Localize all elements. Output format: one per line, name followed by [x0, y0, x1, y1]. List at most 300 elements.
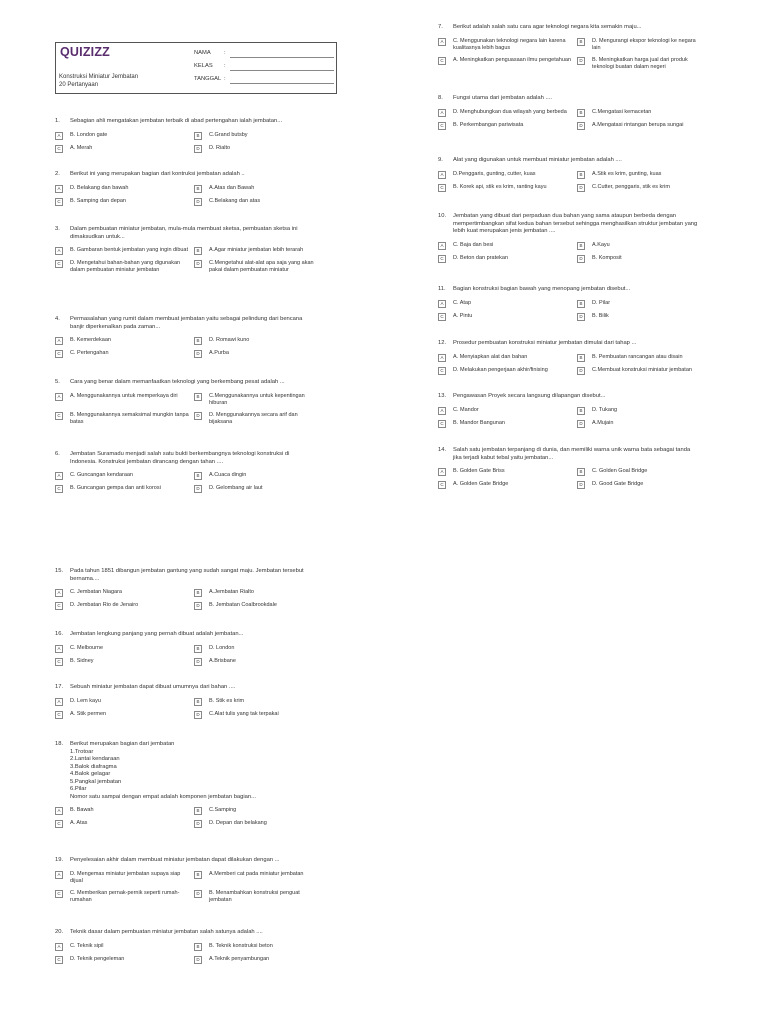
question-stem: [438, 286, 698, 294]
answer-option-d[interactable]: [194, 412, 315, 426]
question-1: [55, 118, 315, 153]
date-field-label: TANGGAL: [194, 76, 222, 82]
option-letter-box[interactable]: A: [438, 407, 446, 415]
option-letter-box[interactable]: C: [438, 367, 446, 375]
answer-option-a[interactable]: [55, 337, 194, 345]
question-text: Pengawasan Proyek secara langsung dilapangan disebut...: [453, 393, 606, 399]
option-letter-box[interactable]: B: [577, 468, 585, 476]
answer-option-b[interactable]: [577, 109, 698, 117]
name-field-colon: :: [224, 50, 226, 56]
answer-option-c[interactable]: [438, 420, 577, 428]
option-text: A.Atas dan Bawah: [209, 184, 255, 191]
option-text: B. Komposit: [592, 254, 622, 261]
option-text: A.Purba: [209, 350, 229, 356]
question-19: [55, 857, 315, 904]
option-text: A.Mujain: [592, 419, 614, 426]
option-text: B. Pembuatan rancangan atau disain: [592, 353, 683, 360]
option-letter-box[interactable]: C: [438, 122, 446, 130]
answer-option-b[interactable]: [194, 247, 315, 255]
question-13: [438, 393, 698, 428]
option-letter-box[interactable]: D: [194, 485, 202, 493]
quiz-title: Konstruksi Miniatur Jembatan: [59, 74, 139, 80]
answer-option-d[interactable]: [577, 57, 698, 71]
option-text: A.Memberi cat pada miniatur jembatan: [209, 870, 304, 877]
answer-option-c[interactable]: [438, 367, 577, 375]
name-field-line: [230, 57, 334, 58]
option-text: C. Memberikan pernak-pernik seperti rumah-rumahan: [70, 889, 180, 903]
option-letter-box[interactable]: D: [194, 198, 202, 206]
answer-option-b[interactable]: [194, 472, 315, 480]
answer-option-b[interactable]: [194, 589, 315, 597]
answer-option-c[interactable]: [438, 313, 577, 321]
option-letter-box[interactable]: A: [55, 337, 63, 345]
option-text: C. Baja dan besi: [453, 241, 494, 248]
option-letter-box[interactable]: A: [55, 589, 63, 597]
option-text: A. Atas: [70, 820, 88, 826]
answer-option-d[interactable]: [194, 890, 315, 904]
question-text: Cara yang benar dalam memanfaatkan teknologi yang berkembang pesat adalah ...: [70, 379, 285, 385]
answer-option-c[interactable]: [55, 485, 194, 493]
answer-option-a[interactable]: [55, 645, 194, 653]
answer-option-a[interactable]: [438, 407, 577, 415]
option-text: C.Mengetahui alat-alat apa saja yang akan pakai dalam pembuatan miniatur: [209, 260, 314, 273]
option-text: C.Menggunakannya untuk kepentingan hiburan: [209, 392, 305, 406]
answer-option-a[interactable]: [55, 698, 194, 706]
option-letter-box[interactable]: D: [194, 412, 202, 420]
question-number: 10.: [438, 213, 447, 219]
option-text: D. Lem kayu: [70, 697, 101, 704]
option-letter-box[interactable]: A: [55, 645, 63, 653]
option-letter-box[interactable]: C: [55, 485, 63, 493]
answer-option-a[interactable]: [55, 943, 194, 951]
question-stem: [55, 451, 315, 466]
option-letter-box[interactable]: A: [55, 698, 63, 706]
answer-option-d[interactable]: [194, 198, 315, 206]
option-text: D. Rialto: [209, 144, 231, 151]
option-letter-box[interactable]: C: [55, 658, 63, 666]
question-number: 11.: [438, 286, 446, 292]
question-text: Pada tahun 1851 dibangun jembatan gantung yang sudah sangat maju. Jembatan tersebut bernama....: [70, 568, 304, 582]
date-field[interactable]: [194, 76, 334, 85]
answer-option-a[interactable]: [55, 393, 194, 407]
answer-option-c[interactable]: [438, 481, 577, 489]
option-text: D. Menghubungkan dua wilayah yang berbeda: [453, 108, 567, 115]
question-stem: [55, 857, 315, 865]
option-letter-box[interactable]: D: [577, 255, 585, 263]
option-letter-box[interactable]: B: [194, 589, 202, 597]
option-text: C. Pertengahan: [70, 350, 109, 356]
option-text: C.Alat tulis yang tak terpakai: [209, 710, 279, 717]
answer-options: [438, 354, 698, 375]
question-number: 8.: [438, 95, 443, 101]
option-text: B. Teknik konstruksi beton: [209, 942, 273, 949]
option-text: A. Golden Gate Bridge: [453, 481, 509, 487]
option-text: D. Beton dan pratekan: [453, 254, 509, 261]
option-letter-box[interactable]: D: [194, 890, 202, 898]
answer-option-a[interactable]: [55, 871, 194, 885]
option-text: D. Mengurangi ekspor teknologi ke negara lain: [592, 37, 696, 51]
answer-option-d[interactable]: [194, 485, 315, 493]
name-field[interactable]: [194, 50, 334, 59]
answer-options: [438, 468, 698, 489]
answer-option-a[interactable]: [55, 185, 194, 193]
option-text: B. Stik es krim: [209, 697, 245, 704]
answer-option-c[interactable]: [55, 658, 194, 666]
option-letter-box[interactable]: C: [438, 481, 446, 489]
question-text: Jembatan yang dibuat dari perpaduan dua bahan yang sama ataupun berbeda dengan mempertimbangkan sifat kedua bahan tersebut sehingga menghasilkan struktur jembatan yang lebih kuat merupakan jenis jembatan ....: [453, 213, 698, 234]
option-letter-box[interactable]: B: [194, 337, 202, 345]
question-stem: [55, 379, 315, 387]
option-letter-box[interactable]: C: [55, 145, 63, 153]
option-text: C. Menggunakan teknologi negara lain karena kualitasnya lebih bagus: [453, 37, 566, 51]
question-text: Sebagian ahli mengatakan jembatan terbaik di abad pertengahan ialah jembatan...: [70, 118, 283, 124]
answer-option-a[interactable]: [438, 38, 577, 52]
question-stem: [438, 340, 698, 348]
question-number: 4.: [55, 316, 60, 322]
answer-option-d[interactable]: [577, 255, 698, 263]
answer-option-c[interactable]: [55, 956, 194, 964]
option-letter-box[interactable]: A: [55, 393, 63, 401]
question-stem: [438, 95, 698, 103]
option-letter-box[interactable]: C: [55, 711, 63, 719]
answer-option-d[interactable]: [194, 820, 315, 828]
answer-option-d[interactable]: [577, 481, 698, 489]
option-letter-box[interactable]: C: [438, 313, 446, 321]
option-letter-box[interactable]: B: [194, 132, 202, 140]
option-letter-box[interactable]: C: [55, 602, 63, 610]
answer-options: [55, 871, 315, 904]
question-stem: [438, 213, 698, 236]
question-number: 9.: [438, 157, 443, 163]
option-text: C.Cutter, penggaris, stik es krim: [592, 183, 670, 190]
answer-option-c[interactable]: [55, 350, 194, 358]
option-letter-box[interactable]: B: [194, 393, 202, 401]
option-letter-box[interactable]: B: [194, 807, 202, 815]
option-letter-box[interactable]: A: [55, 807, 63, 815]
answer-option-c[interactable]: [438, 184, 577, 192]
option-letter-box[interactable]: B: [194, 871, 202, 879]
option-text: A. Menggunakannya untuk memperkaya diri: [70, 392, 178, 399]
answer-option-b[interactable]: [577, 242, 698, 250]
option-letter-box[interactable]: D: [577, 57, 585, 65]
answer-option-a[interactable]: [55, 807, 194, 815]
option-text: D. Gelombang air laut: [209, 485, 263, 491]
option-letter-box[interactable]: C: [55, 260, 63, 268]
option-letter-box[interactable]: C: [438, 420, 446, 428]
question-stem: [55, 316, 315, 331]
class-field[interactable]: [194, 63, 334, 72]
question-count: 20 Pertanyaan: [59, 82, 99, 88]
question-20: [55, 929, 315, 964]
answer-option-b[interactable]: [577, 38, 698, 52]
answer-option-c[interactable]: [55, 890, 194, 904]
option-letter-box[interactable]: D: [194, 711, 202, 719]
option-letter-box[interactable]: A: [55, 871, 63, 879]
question-text: Teknik dasar dalam pembuatan miniatur jembatan salah satunya adalah ....: [70, 929, 263, 935]
answer-option-c[interactable]: [438, 255, 577, 263]
option-letter-box[interactable]: C: [55, 412, 63, 420]
answer-option-a[interactable]: [55, 589, 194, 597]
answer-option-a[interactable]: [55, 247, 194, 255]
option-letter-box[interactable]: D: [577, 313, 585, 321]
option-letter-box[interactable]: B: [577, 407, 585, 415]
answer-option-c[interactable]: [55, 145, 194, 153]
answer-option-b[interactable]: [577, 468, 698, 476]
class-field-line: [230, 70, 334, 71]
option-text: B. Sidney: [70, 657, 94, 664]
question-15: [55, 568, 315, 610]
answer-options: [55, 132, 315, 153]
answer-options: [438, 38, 698, 71]
question-stem: [438, 447, 698, 462]
question-16: [55, 631, 315, 666]
answer-option-b[interactable]: [577, 354, 698, 362]
question-3: [55, 226, 315, 274]
option-text: A. Meningkatkan penguasaan ilmu pengetahuan: [453, 56, 572, 63]
answer-option-c[interactable]: [55, 412, 194, 426]
answer-option-c[interactable]: [438, 122, 577, 130]
question-number: 2.: [55, 171, 60, 177]
answer-options: [438, 109, 698, 130]
answer-options: [55, 589, 315, 610]
option-text: C. Atap: [453, 299, 472, 306]
option-letter-box[interactable]: D: [577, 367, 585, 375]
question-12: [438, 340, 698, 375]
option-letter-box[interactable]: B: [194, 698, 202, 706]
option-text: C.Belakang dan atas: [209, 197, 261, 204]
option-letter-box[interactable]: A: [438, 300, 446, 308]
answer-option-b[interactable]: [194, 393, 315, 407]
answer-option-c[interactable]: [55, 820, 194, 828]
question-number: 7.: [438, 24, 443, 30]
option-text: A.Jembatan Rialto: [209, 589, 254, 595]
question-stem: [55, 568, 315, 583]
option-letter-box[interactable]: A: [55, 943, 63, 951]
date-field-colon: :: [224, 76, 226, 82]
option-text: C. Jembatan Niagara: [70, 589, 122, 595]
option-letter-box[interactable]: B: [577, 242, 585, 250]
question-text: Bagian konstruksi bagian bawah yang menopang jembatan disebut...: [453, 286, 631, 292]
option-letter-box[interactable]: A: [438, 171, 446, 179]
answer-option-b[interactable]: [194, 943, 315, 951]
answer-option-d[interactable]: [194, 711, 315, 719]
question-stem: [55, 684, 315, 692]
question-number: 13.: [438, 393, 447, 399]
option-letter-box[interactable]: B: [577, 354, 585, 362]
option-letter-box[interactable]: A: [438, 109, 446, 117]
question-number: 20.: [55, 929, 64, 935]
answer-option-b[interactable]: [194, 645, 315, 653]
answer-options: [55, 698, 315, 719]
answer-option-a[interactable]: [438, 242, 577, 250]
question-number: 17.: [55, 684, 64, 690]
question-2: [55, 171, 315, 206]
answer-option-a[interactable]: [438, 300, 577, 308]
question-stem: [55, 929, 315, 937]
option-letter-box[interactable]: B: [577, 171, 585, 179]
question-stem: [55, 118, 315, 126]
option-letter-box[interactable]: D: [194, 260, 202, 268]
answer-options: [438, 300, 698, 321]
option-text: D. Good Gate Bridge: [592, 481, 644, 487]
answer-option-a[interactable]: [438, 354, 577, 362]
question-stem: [55, 631, 315, 639]
option-letter-box[interactable]: C: [55, 890, 63, 898]
answer-option-b[interactable]: [194, 871, 315, 885]
option-text: D. Teknik pengeleman: [70, 955, 125, 962]
answer-option-b[interactable]: [194, 698, 315, 706]
answer-options: [55, 943, 315, 964]
answer-option-b[interactable]: [577, 300, 698, 308]
option-text: D. Mengetahui bahan-bahan yang digunakan dalam pembuatan miniatur jembatan: [70, 260, 181, 273]
option-text: D. London: [209, 644, 235, 651]
answer-options: [55, 247, 315, 274]
option-letter-box[interactable]: B: [577, 38, 585, 46]
option-letter-box[interactable]: A: [438, 38, 446, 46]
answer-option-a[interactable]: [438, 109, 577, 117]
answer-options: [438, 407, 698, 428]
question-text: Fungsi utama dari jembatan adalah ....: [453, 95, 552, 101]
option-letter-box[interactable]: D: [194, 602, 202, 610]
option-text: C. Teknik sipil: [70, 942, 104, 949]
answer-option-b[interactable]: [194, 185, 315, 193]
answer-option-a[interactable]: [55, 472, 194, 480]
option-letter-box[interactable]: B: [194, 472, 202, 480]
answer-options: [55, 807, 315, 828]
option-letter-box[interactable]: A: [55, 185, 63, 193]
answer-option-b[interactable]: [577, 407, 698, 415]
question-text: Berikut adalah salah satu cara agar teknologi negara kita semakin maju...: [453, 24, 642, 30]
option-text: C.Samping: [209, 807, 237, 813]
option-letter-box[interactable]: C: [438, 57, 446, 65]
question-5: [55, 379, 315, 426]
answer-option-b[interactable]: [577, 171, 698, 179]
option-letter-box[interactable]: B: [194, 185, 202, 193]
answer-option-d[interactable]: [194, 260, 315, 274]
answer-option-c[interactable]: [55, 602, 194, 610]
option-text: B. Korek api, stik es krim, ranting kayu: [453, 183, 547, 190]
answer-option-c[interactable]: [438, 57, 577, 71]
answer-option-d[interactable]: [577, 122, 698, 130]
answer-option-d[interactable]: [577, 420, 698, 428]
question-18: [55, 741, 315, 828]
option-letter-box[interactable]: D: [577, 481, 585, 489]
answer-option-d[interactable]: [194, 350, 315, 358]
answer-option-a[interactable]: [438, 468, 577, 476]
option-letter-box[interactable]: A: [55, 132, 63, 140]
option-letter-box[interactable]: B: [577, 300, 585, 308]
option-letter-box[interactable]: D: [577, 184, 585, 192]
option-letter-box[interactable]: C: [55, 198, 63, 206]
question-10: [438, 213, 698, 263]
option-text: C.Membuat konstruksi miniatur jembatan: [592, 366, 692, 373]
option-letter-box[interactable]: B: [194, 645, 202, 653]
answer-option-c[interactable]: [55, 260, 194, 274]
answer-option-d[interactable]: [194, 658, 315, 666]
question-text: Salah satu jembatan terpanjang di dunia, dan memiliki warna unik warna bata sebagai tanda jika terjadi kabut tebal yaitu jembatan...: [453, 447, 691, 461]
option-text: B. Bawah: [70, 807, 94, 813]
question-text: Permasalahan yang rumit dalam membuat jembatan yaitu sebagai pelindung dari bencana banjir diperkenalkan pada zaman...: [70, 316, 303, 330]
option-letter-box[interactable]: A: [438, 242, 446, 250]
option-text: A.Kayu: [592, 241, 610, 248]
option-text: C.Mengatasi kemacetan: [592, 108, 652, 115]
option-letter-box[interactable]: C: [55, 820, 63, 828]
question-text: Berikut ini yang merupakan bagian dari kontruksi jembatan adalah ..: [70, 171, 245, 177]
answer-option-d[interactable]: [194, 956, 315, 964]
option-letter-box[interactable]: C: [55, 956, 63, 964]
question-stem: [438, 393, 698, 401]
option-letter-box[interactable]: D: [194, 145, 202, 153]
option-letter-box[interactable]: C: [438, 255, 446, 263]
option-letter-box[interactable]: D: [194, 350, 202, 358]
question-number: 1.: [55, 118, 60, 124]
option-letter-box[interactable]: D: [577, 122, 585, 130]
option-text: C. Guncangan kendaraan: [70, 472, 133, 478]
answer-option-d[interactable]: [577, 367, 698, 375]
question-text: Berikut merupakan bagian dari jembatan 1.Trotoar 2.Lantai kendaraan 3.Balok diafragma 4.Balok gelagar 5.Pangkal jembatan 6.Pilar Nomor satu sampai dengan empat adalah komponen jembatan bagian...: [70, 741, 256, 800]
option-text: D. Mengemas miniatur jembatan supaya siap dijual: [70, 870, 181, 884]
answer-option-b[interactable]: [194, 132, 315, 140]
option-letter-box[interactable]: A: [438, 354, 446, 362]
question-number: 6.: [55, 451, 60, 457]
option-letter-box[interactable]: B: [577, 109, 585, 117]
option-letter-box[interactable]: A: [55, 247, 63, 255]
question-text: Alat yang digunakan untuk membuat miniatur jembatan adalah ....: [453, 157, 622, 163]
option-letter-box[interactable]: C: [55, 350, 63, 358]
option-text: A.Stik es krim, gunting, kuas: [592, 170, 662, 177]
option-letter-box[interactable]: D: [194, 658, 202, 666]
option-text: A.Cuaca dingin: [209, 472, 247, 478]
option-letter-box[interactable]: A: [438, 468, 446, 476]
answer-options: [55, 393, 315, 426]
answer-options: [438, 171, 698, 192]
option-text: B. Mandor Bangunan: [453, 419, 505, 426]
option-letter-box[interactable]: B: [194, 247, 202, 255]
class-field-label: KELAS: [194, 63, 213, 69]
option-letter-box[interactable]: D: [194, 956, 202, 964]
answer-option-c[interactable]: [55, 198, 194, 206]
option-letter-box[interactable]: A: [55, 472, 63, 480]
answer-option-c[interactable]: [55, 711, 194, 719]
answer-option-b[interactable]: [194, 337, 315, 345]
option-text: B. Kemerdekaan: [70, 337, 111, 343]
option-text: B. Jembatan Coalbrookdale: [209, 602, 277, 608]
answer-option-a[interactable]: [438, 171, 577, 179]
question-number: 3.: [55, 226, 60, 232]
question-8: [438, 95, 698, 130]
option-letter-box[interactable]: B: [194, 943, 202, 951]
question-number: 5.: [55, 379, 60, 385]
option-letter-box[interactable]: C: [438, 184, 446, 192]
question-stem: [55, 171, 315, 179]
option-text: D. Jembatan Rio de Jenairo: [70, 602, 139, 608]
option-text: A. Menyiapkan alat dan bahan: [453, 353, 528, 360]
option-text: C. Mandor: [453, 406, 479, 413]
answer-option-d[interactable]: [577, 313, 698, 321]
option-text: A. Stik permen: [70, 710, 107, 717]
question-text: Prosedur pembuatan konstruksi miniatur jembatan dimulai dari tahap ...: [453, 340, 637, 346]
option-letter-box[interactable]: D: [194, 820, 202, 828]
answer-option-b[interactable]: [194, 807, 315, 815]
option-text: D. Depan dan belakang: [209, 820, 267, 826]
question-6: [55, 451, 315, 493]
answer-option-a[interactable]: [55, 132, 194, 140]
option-letter-box[interactable]: D: [577, 420, 585, 428]
answer-option-d[interactable]: [577, 184, 698, 192]
answer-option-d[interactable]: [194, 145, 315, 153]
answer-options: [438, 242, 698, 263]
answer-option-d[interactable]: [194, 602, 315, 610]
